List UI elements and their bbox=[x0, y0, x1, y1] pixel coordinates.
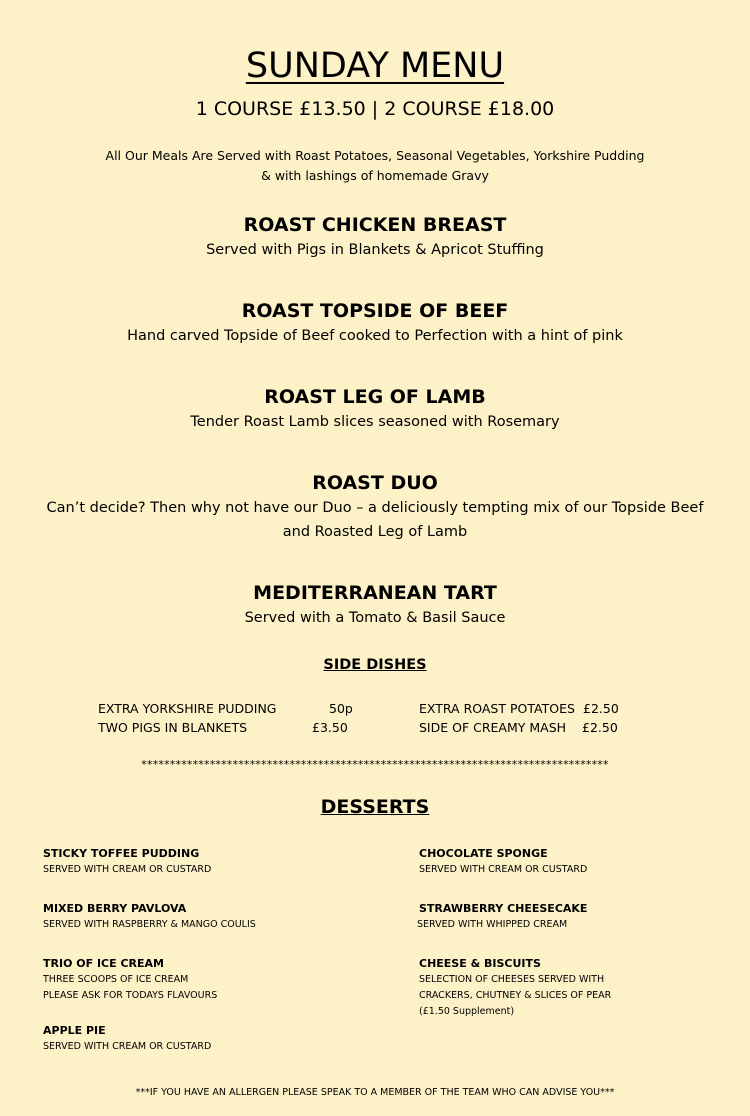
dessert-item bbox=[419, 956, 749, 1020]
main-dish bbox=[0, 298, 750, 348]
dessert-description: SERVED WITH CREAM OR CUSTARD bbox=[43, 864, 212, 875]
main-dish bbox=[0, 580, 750, 630]
dessert-item bbox=[43, 956, 373, 1004]
dessert-name: CHEESE & BISCUITS bbox=[419, 957, 541, 970]
dish-description: Served with Pigs in Blankets & Apricot Stuffing bbox=[206, 242, 544, 258]
dish-name: ROAST CHICKEN BREAST bbox=[243, 214, 507, 236]
dessert-description: THREE SCOOPS OF ICE CREAM bbox=[43, 974, 189, 985]
main-dish bbox=[0, 212, 750, 262]
dessert-name: MIXED BERRY PAVLOVA bbox=[43, 902, 187, 915]
dessert-item bbox=[43, 901, 373, 933]
dessert-description: SERVED WITH RASPBERRY & MANGO COULIS bbox=[43, 919, 256, 930]
course-pricing: 1 COURSE £13.50 | 2 COURSE £18.00 bbox=[195, 98, 555, 120]
dish-description: Can’t decide? Then why not have our Duo – a deliciously tempting mix of our Topside Beef bbox=[46, 500, 704, 516]
dessert-description: PLEASE ASK FOR TODAYS FLAVOURS bbox=[43, 990, 218, 1001]
dessert-supplement: (£1.50 Supplement) bbox=[419, 1006, 515, 1017]
dessert-item bbox=[43, 1023, 373, 1055]
intro-text: All Our Meals Are Served with Roast Potatoes, Seasonal Vegetables, Yorkshire Pudding & with lashings of homemade Gravy bbox=[105, 148, 645, 183]
dessert-name: STRAWBERRY CHEESECAKE bbox=[419, 902, 588, 915]
side-price: £3.50 bbox=[312, 720, 348, 735]
dessert-item bbox=[417, 901, 747, 933]
dish-description: Hand carved Topside of Beef cooked to Perfection with a hint of pink bbox=[127, 328, 623, 344]
menu-title: SUNDAY MENU bbox=[245, 46, 505, 86]
dish-description: Tender Roast Lamb slices seasoned with Rosemary bbox=[190, 414, 560, 430]
dish-name: ROAST LEG OF LAMB bbox=[264, 386, 486, 408]
dessert-name: CHOCOLATE SPONGE bbox=[419, 847, 548, 860]
dessert-description: CRACKERS, CHUTNEY & SLICES OF PEAR bbox=[419, 990, 612, 1001]
side-item: EXTRA YORKSHIRE PUDDING bbox=[98, 701, 277, 716]
side-price: 50p bbox=[329, 701, 353, 716]
main-dish bbox=[0, 470, 750, 544]
dish-description: and Roasted Leg of Lamb bbox=[282, 524, 468, 540]
dessert-name: APPLE PIE bbox=[43, 1024, 106, 1037]
allergen-notice: ***IF YOU HAVE AN ALLERGEN PLEASE SPEAK TO A MEMBER OF THE TEAM WHO CAN ADVISE YOU*** bbox=[135, 1087, 615, 1098]
dessert-description: SERVED WITH CREAM OR CUSTARD bbox=[419, 864, 588, 875]
dish-name: MEDITERRANEAN TART bbox=[253, 582, 497, 604]
dessert-description: SERVED WITH WHIPPED CREAM bbox=[417, 919, 568, 930]
dessert-name: STICKY TOFFEE PUDDING bbox=[43, 847, 200, 860]
dish-name: ROAST DUO bbox=[312, 472, 438, 494]
dessert-name: TRIO OF ICE CREAM bbox=[43, 957, 164, 970]
dessert-description: SELECTION OF CHEESES SERVED WITH bbox=[419, 974, 605, 985]
dessert-item bbox=[419, 846, 749, 878]
side-dishes-heading: SIDE DISHES bbox=[323, 657, 427, 673]
dish-description: Served with a Tomato & Basil Sauce bbox=[244, 610, 506, 626]
star-divider: ********************************************************************************** bbox=[141, 758, 609, 771]
side-price: £2.50 bbox=[582, 720, 618, 735]
side-price: £2.50 bbox=[583, 701, 619, 716]
side-item: TWO PIGS IN BLANKETS bbox=[98, 720, 248, 735]
main-dish bbox=[0, 384, 750, 434]
side-item: SIDE OF CREAMY MASH bbox=[419, 720, 567, 735]
side-item: EXTRA ROAST POTATOES bbox=[419, 701, 575, 716]
dish-name: ROAST TOPSIDE OF BEEF bbox=[241, 300, 509, 322]
desserts-heading: DESSERTS bbox=[320, 796, 430, 818]
dessert-item bbox=[43, 846, 373, 878]
dessert-description: SERVED WITH CREAM OR CUSTARD bbox=[43, 1041, 212, 1052]
